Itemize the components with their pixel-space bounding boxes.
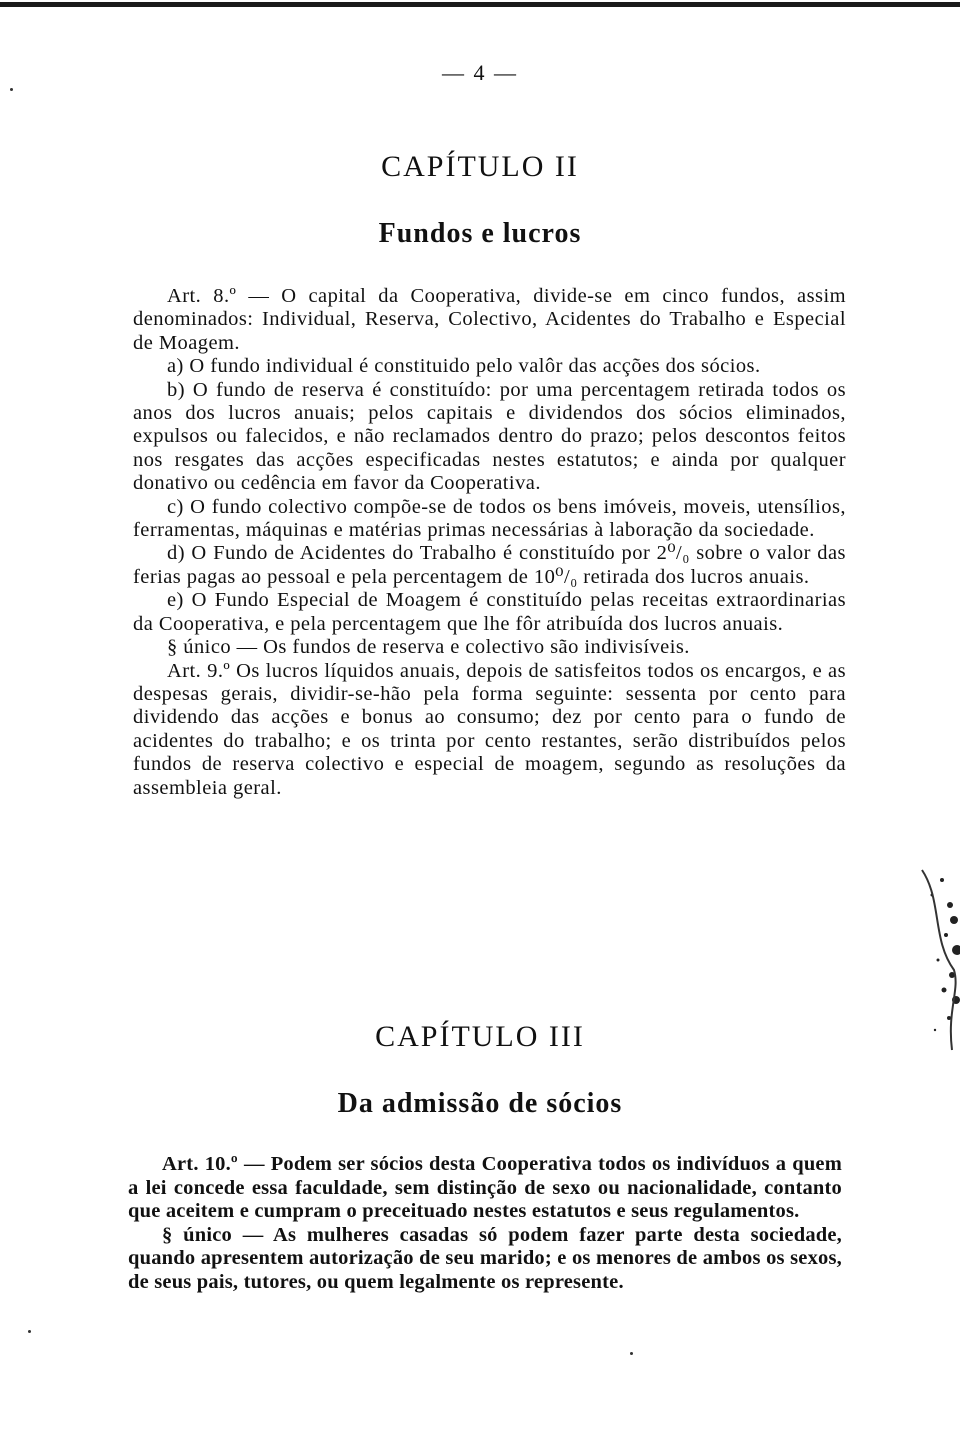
article-8: Art. 8.º — O capital da Cooperativa, divide-se em cinco fundos, assim denominados: Individual, Reserva, Colectivo, Acidentes do Trabalho e Especial de Moagem. bbox=[133, 285, 846, 354]
chapter-2-title: Fundos e lucros bbox=[378, 218, 582, 249]
article-8-b: b) O fundo de reserva é constituído: por uma percentagem retirada todos os anos dos lucros anuais; pelos capitais e dividendos dos sócios eliminados, expulsos ou falecidos, e não reclamados dentro do prazo; pelos descontos feitos nos resgates das acções especificadas nestes estatutos; e ainda por qualquer donativo ou cedência em favor da Cooperativa. bbox=[133, 378, 846, 495]
article-10-sole-paragraph: § único — As mulheres casadas só podem fazer parte desta sociedade, quando apresentem autorização de seu marido; e os menores de ambos os sexos, de seus pais, tutores, ou quem legalmente os represente. bbox=[128, 1223, 842, 1293]
chapter-3-title: Da admissão de sócios bbox=[337, 1088, 623, 1119]
article-8-sole-paragraph: § único — Os fundos de reserva e colectivo são indivisíveis. bbox=[167, 636, 690, 659]
chapter-3-body bbox=[128, 1153, 842, 1295]
article-8-d: d) O Fundo de Acidentes do Trabalho é constituído por 2⁰/₀ sobre o valor das ferias pagas ao pessoal e pela percentagem de 10⁰/₀ retirada dos lucros anuais. bbox=[133, 542, 846, 588]
article-8-a: a) O fundo individual é constituido pelo valôr das acções dos sócios. bbox=[167, 355, 761, 378]
speck bbox=[28, 1330, 31, 1333]
ink-smudge bbox=[902, 860, 960, 1060]
page-number: — 4 — bbox=[442, 60, 518, 85]
article-8-e: e) O Fundo Especial de Moagem é constituído pelas receitas extraordinarias da Cooperativa, e pela percentagem que lhe fôr atribuída dos lucros anuais. bbox=[133, 589, 846, 635]
article-9: Art. 9.º Os lucros líquidos anuais, depois de satisfeitos todos os encargos, e as despesas gerais, dividir-se-hão pela forma seguinte: sessenta por cento para dividendo das acções e bonus ao consumo; dez por cento para o fundo de acidentes do trabalho; e os trinta por cento restantes, serão distribuídos pelos fundos de reserva colectivo e especial de moagem, segundo as resoluções da assembleia geral. bbox=[133, 659, 846, 799]
chapter-2-body bbox=[133, 285, 846, 800]
chapter-3-heading: CAPÍTULO III bbox=[375, 1020, 585, 1053]
top-rule bbox=[0, 2, 960, 7]
article-8-c: c) O fundo colectivo compõe-se de todos os bens imóveis, moveis, utensílios, ferramentas, máquinas e matérias primas necessárias à laboração da sociedade. bbox=[133, 495, 846, 542]
speck bbox=[630, 1352, 633, 1355]
article-10: Art. 10.º — Podem ser sócios desta Cooperativa todos os indivíduos a quem a lei concede essa faculdade, sem distinção de sexo ou nacionalidade, contanto que aceitem e cumpram o preceituado nestes estatutos e seus regulamentos. bbox=[128, 1153, 842, 1223]
chapter-2-heading: CAPÍTULO II bbox=[381, 150, 579, 183]
speck bbox=[10, 88, 13, 91]
